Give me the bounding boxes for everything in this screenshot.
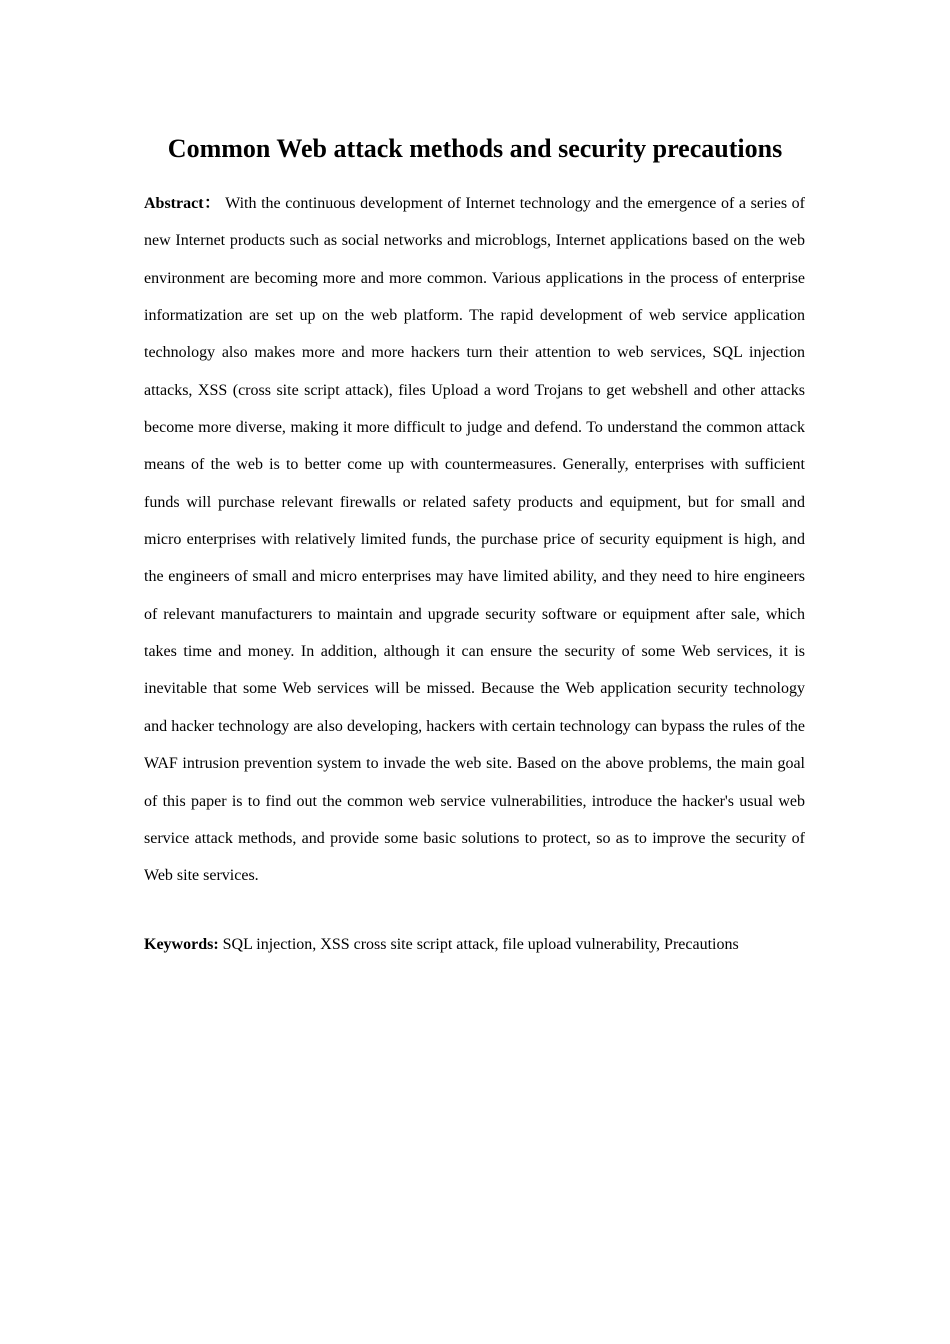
abstract-text: With the continuous development of Internet technology and the emergence of a series of new Internet products such as social networks and microblogs, Internet applications based on the web environment are becoming more and more common. Various applications in the process of enterprise informatization are set up on the web platform. The rapid development of web service application technology also makes more and more hackers turn their attention to web services, SQL injection attacks, XSS (cross site script attack), files Upload a word Trojans to get webshell and other attacks become more diverse, making it more difficult to judge and defend. To understand the common attack means of the web is to better come up with countermeasures. Generally, enterprises with sufficient funds will purchase relevant firewalls or related safety products and equipment, but for small and micro enterprises with relatively limited funds, the purchase price of security equipment is high, and the engineers of small and micro enterprises may have limited ability, and they need to hire engineers of relevant manufacturers to maintain and upgrade security software or equipment after sale, which takes time and money. In addition, although it can ensure the security of some Web services, it is inevitable that some Web services will be missed. Because the Web application security technology and hacker technology are also developing, hackers with certain technology can bypass the rules of the WAF intrusion prevention system to invade the web site. Based on the above problems, the main goal of this paper is to find out the common web service vulnerabilities, introduce the hacker's usual web service attack methods, and provide some basic solutions to protect, so as to improve the security of Web site services.	[144, 195, 805, 885]
abstract-paragraph	[144, 185, 805, 895]
keywords-text: SQL injection, XSS cross site script attack, file upload vulnerability, Precautions	[222, 936, 739, 953]
keywords-label: Keywords:	[144, 936, 219, 953]
paper-title: Common Web attack methods and security precautions	[167, 134, 783, 163]
keywords-line	[144, 933, 805, 957]
abstract-label: Abstract：	[144, 195, 221, 212]
